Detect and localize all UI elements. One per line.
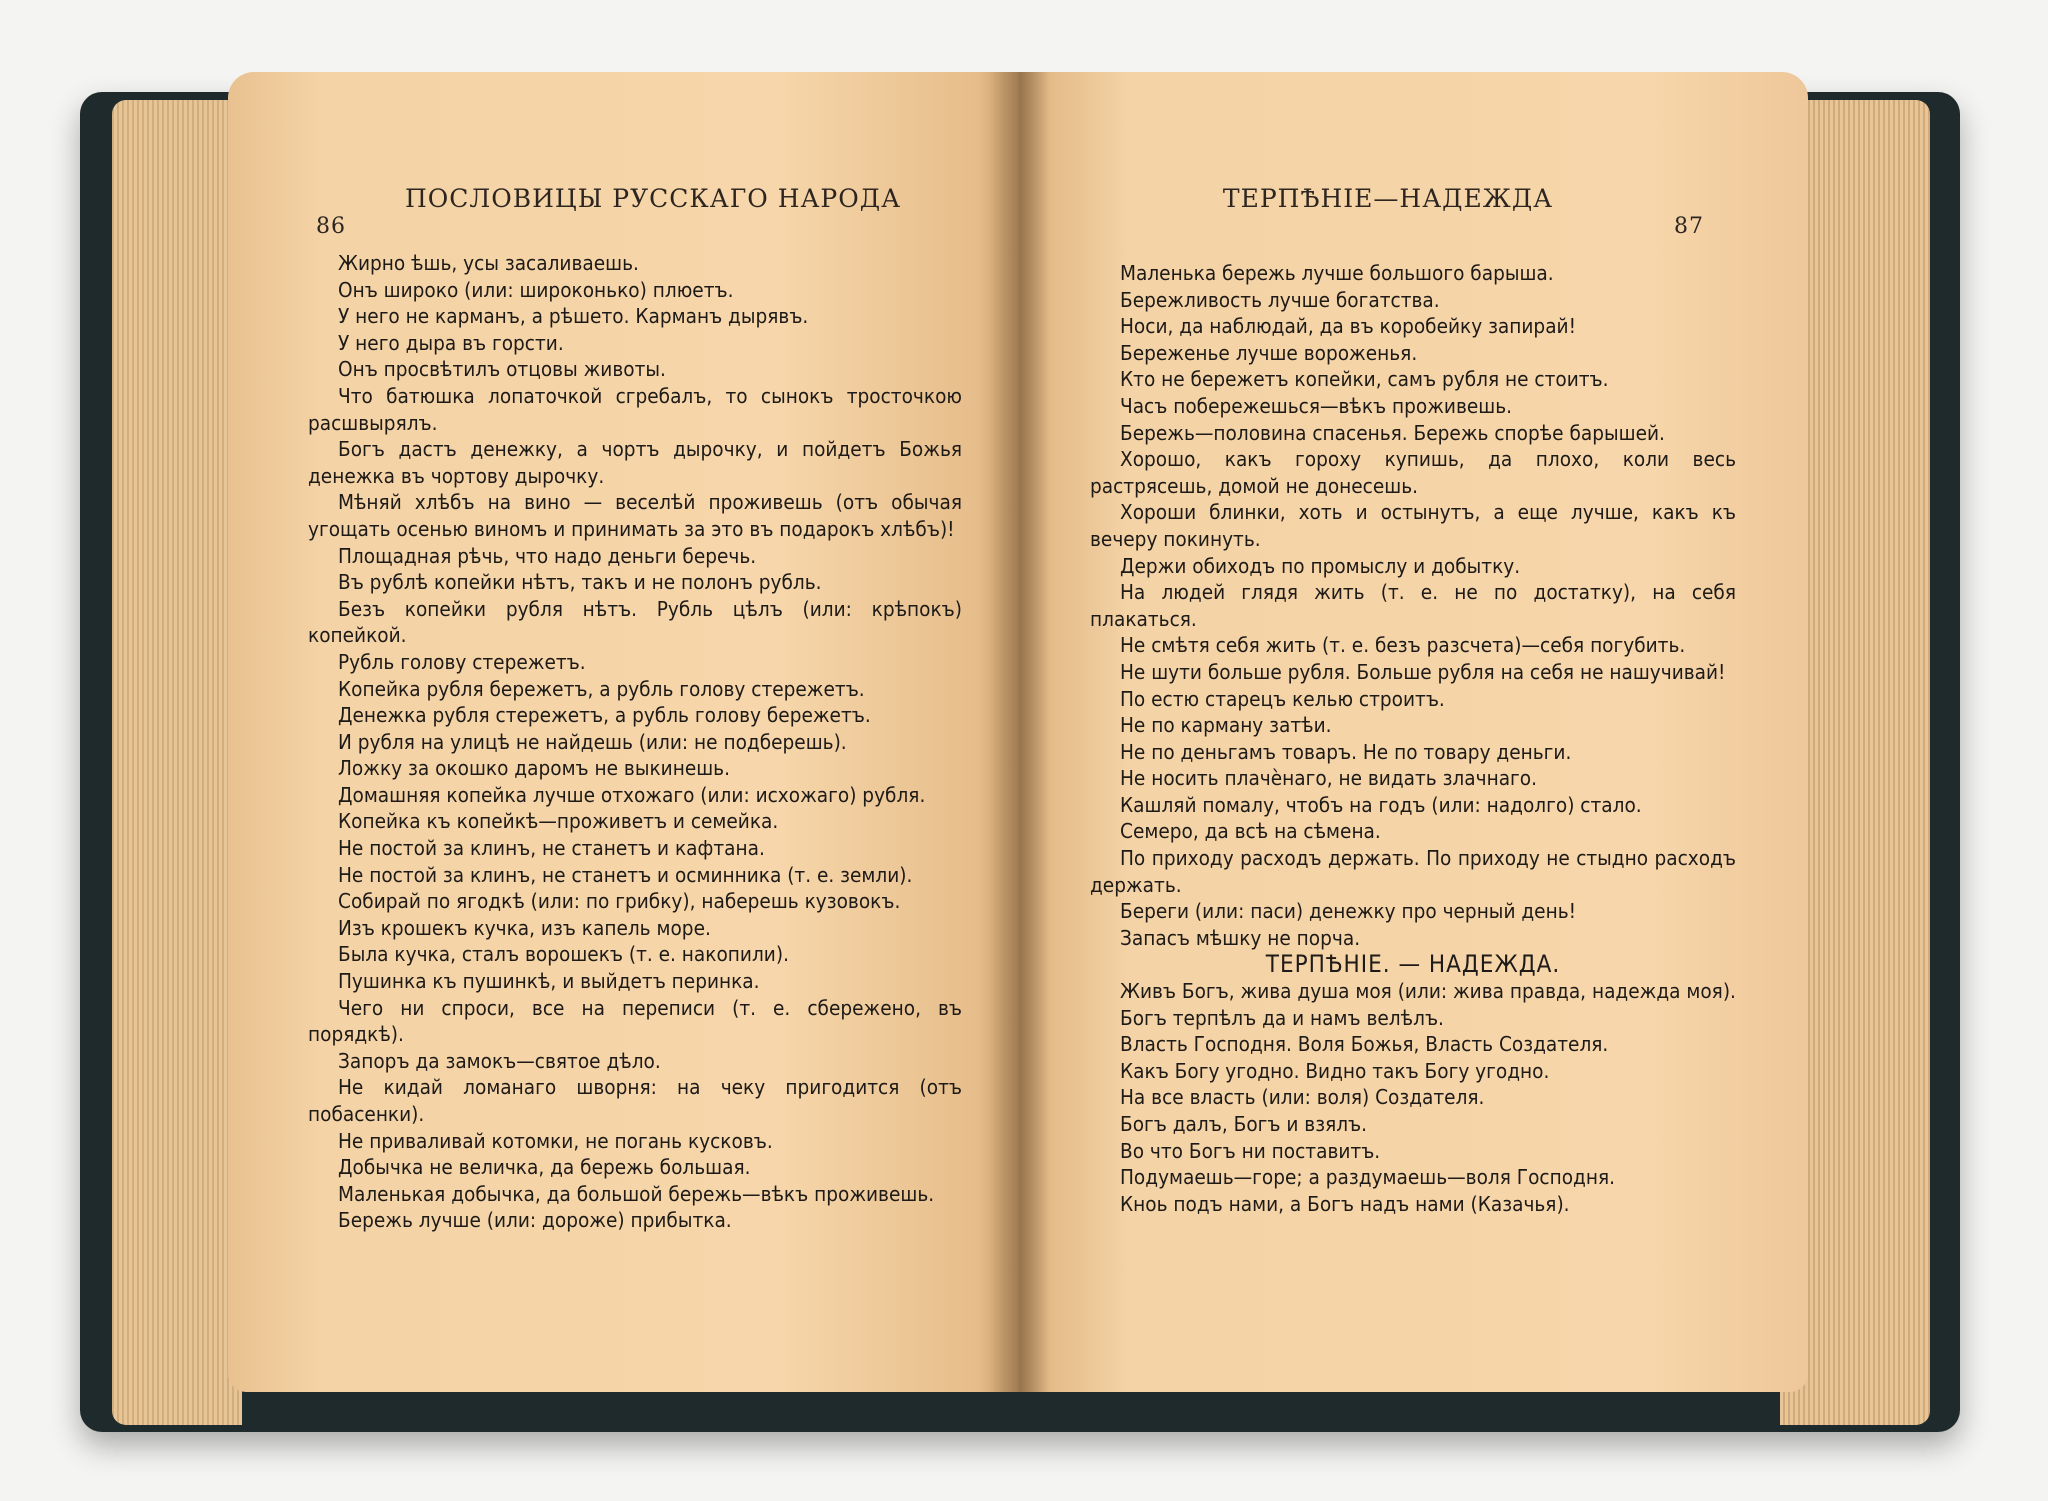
running-head (228, 184, 1018, 239)
proverb-line: Носи, да наблюдай, да въ коробейку запирай! (1120, 314, 1576, 339)
proverb-line: Изъ крошекъ кучка, изъ капель море. (338, 915, 711, 940)
proverb-line: Безъ копейки рубля нѣтъ. Рубль цѣлъ (или: крѣпокъ) копейкой. (308, 596, 962, 648)
proverb-line: Подумаешь—горе; а раздумаешь—воля Господня. (1120, 1165, 1616, 1190)
proverb-line: Ложку за окошко даромъ не выкинешь. (338, 756, 730, 781)
proverb-line: Не постой за клинъ, не станетъ и кафтана. (338, 836, 765, 861)
proverb-line: Не постой за клинъ, не станетъ и осминника (т. е. земли). (338, 862, 913, 887)
proverb-line: Семеро, да всѣ на сѣмена. (1120, 819, 1381, 844)
proverb-line: Была кучка, сталъ ворошекъ (т. е. накопили). (338, 942, 789, 967)
proverb-line: Не кидай ломанаго шворня: на чеку пригодится (отъ побасенки). (308, 1075, 962, 1126)
proverb-line: Во что Богъ ни поставитъ. (1120, 1138, 1381, 1163)
proverb-line: Запасъ мѣшку не порча. (1120, 925, 1361, 950)
proverb-line: Живъ Богъ, жива душа моя (или: жива правда, надежда моя). (1120, 979, 1736, 1004)
proverb-line: Бережливость лучше богатства. (1120, 287, 1440, 312)
proverb-line: Маленькая добычка, да большой бережь—вѣкъ проживешь. (338, 1181, 935, 1206)
proverb-line: По естю старецъ келью строитъ. (1120, 686, 1445, 711)
proverb-line: Часъ побережешься—вѣкъ проживешь. (1120, 393, 1513, 418)
proverb-line: Власть Господня. Воля Божья, Власть Создателя. (1120, 1032, 1609, 1057)
proverb-line: Кноь подъ нами, а Богъ надъ нами (Казачья). (1120, 1191, 1570, 1216)
proverb-line: Запоръ да замокъ—святое дѣло. (338, 1048, 661, 1073)
proverb-line: Что батюшка лопаточкой сгребалъ, то сынокъ тросточкою расшвырялъ. (308, 383, 962, 435)
proverb-line: Пушинка къ пушинкѣ, и выйдетъ перинка. (338, 969, 760, 994)
proverb-line: Богъ дастъ денежку, а чортъ дырочку, и пойдетъ Божья денежка въ чортову дырочку. (308, 437, 962, 488)
proverb-line: Въ рублѣ копейки нѣтъ, такъ и не полонъ рубль. (338, 570, 822, 595)
page-number: 87 (1674, 214, 1704, 239)
proverb-line: Бережь—половина спасенья. Бережь спорѣе барышей. (1120, 420, 1665, 445)
proverb-line: Домашняя копейка лучше отхожаго (или: исхожаго) рубля. (338, 782, 926, 807)
proverb-line: Жирно ѣшь, усы засаливаешь. (338, 251, 639, 275)
proverb-line: Собирай по ягодкѣ (или: по грибку), наберешь кузовокъ. (338, 889, 901, 914)
proverb-line: По приходу расходъ держать. По приходу не стыдно расходъ держать. (1090, 846, 1736, 897)
proverb-line: Какъ Богу угодно. Видно такъ Богу угодно. (1120, 1058, 1550, 1083)
page-edges-left (112, 100, 242, 1425)
proverb-line: Не по деньгамъ товаръ. Не по товару деньги. (1120, 739, 1572, 764)
proverb-line: У него не карманъ, а рѣшето. Карманъ дырявъ. (338, 304, 809, 329)
proverb-line: Онъ просвѣтилъ отцовы животы. (338, 357, 666, 382)
proverb-line: На все власть (или: воля) Создателя. (1120, 1085, 1485, 1110)
running-head-title: ПОСЛОВИЦЫ РУССКАГО НАРОДА (404, 184, 902, 213)
proverb-line: Не по карману затѣи. (1120, 713, 1332, 738)
proverb-line: Богъ далъ, Богъ и взялъ. (1120, 1112, 1368, 1136)
proverb-line: На людей глядя жить (т. е. не по достатку), на себя плакаться. (1090, 580, 1736, 631)
proverb-line: Онъ широко (или: широконько) плюетъ. (338, 277, 734, 302)
proverb-line: Бережь лучше (или: дороже) прибытка. (338, 1208, 732, 1233)
proverb-line: Не шути больше рубля. Больше рубля на себя не нашучивай! (1120, 659, 1726, 684)
proverb-line: Копейка рубля бережетъ, а рубль голову стережетъ. (338, 676, 865, 701)
proverb-line: Маленька бережь лучше большого барыша. (1120, 261, 1554, 285)
proverb-line: Чего ни спроси, все на переписи (т. е. сбережено, въ порядкѣ). (308, 995, 962, 1047)
right-page (1018, 72, 1808, 1392)
proverb-line: Не носить плачѐнаго, не видать злачнаго. (1120, 766, 1537, 791)
page-text (1090, 260, 1736, 1217)
proverb-line: Не смѣтя себя жить (т. е. безъ разсчета)—себя погубить. (1120, 633, 1686, 658)
running-head (1018, 184, 1808, 239)
proverb-line: Береги (или: паси) денежку про черный день! (1120, 899, 1577, 924)
proverb-line: Держи обиходъ по промыслу и добытку. (1120, 553, 1521, 578)
proverb-line: У него дыра въ горсти. (338, 330, 564, 355)
proverb-line: Кто не бережетъ копейки, самъ рубля не стоитъ. (1120, 367, 1609, 392)
section-heading: ТЕРПѢНІЕ. — НАДЕЖДА. (1265, 950, 1561, 979)
proverb-line: Рубль голову стережетъ. (338, 649, 586, 674)
left-page (228, 72, 1018, 1392)
page-text (308, 250, 962, 1234)
proverb-line: Мѣняй хлѣбъ на вино — веселѣй проживешь (отъ обычая угощать осенью виномъ и принимать за это въ подарокъ хлѣбъ)! (308, 490, 962, 541)
proverb-line: Не приваливай котомки, не погань кусковъ. (338, 1128, 773, 1153)
proverb-line: Площадная рѣчь, что надо деньги беречь. (338, 543, 757, 568)
page-number: 86 (316, 214, 346, 239)
proverb-line: Хорошо, какъ гороху купишь, да плохо, коли весь растрясешь, домой не донесешь. (1090, 447, 1736, 498)
proverb-line: Денежка рубля стережетъ, а рубль голову бережетъ. (338, 703, 871, 728)
proverb-line: Богъ терпѣлъ да и намъ велѣлъ. (1120, 1005, 1444, 1030)
proverb-line: Береженье лучше вороженья. (1120, 340, 1418, 365)
proverb-line: Хороши блинки, хоть и остынутъ, а еще лучше, какъ къ вечеру покинуть. (1090, 500, 1736, 551)
running-head-title: ТЕРПѢНІЕ—НАДЕЖДА (1222, 184, 1554, 213)
proverb-line: Копейка къ копейкѣ—проживетъ и семейка. (338, 809, 779, 834)
proverb-line: И рубля на улицѣ не найдешь (или: не подберешь). (338, 729, 847, 754)
proverb-line: Кашляй помалу, чтобъ на годъ (или: надолго) стало. (1120, 792, 1642, 817)
proverb-line: Добычка не величка, да бережь большая. (338, 1155, 751, 1180)
